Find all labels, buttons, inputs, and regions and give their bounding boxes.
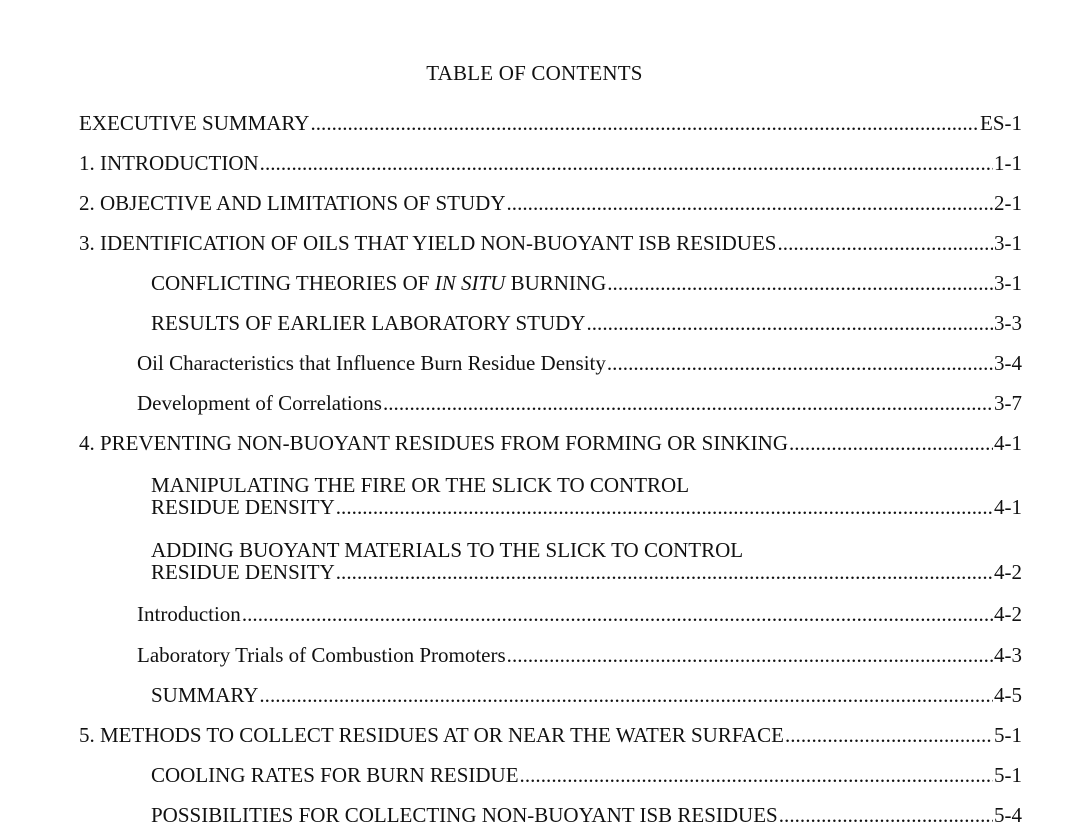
- label-italic: IN SITU: [434, 271, 506, 295]
- toc-entry-label: Laboratory Trials of Combustion Promoters: [137, 643, 506, 667]
- toc-entry-label-line1: ADDING BUOYANT MATERIALS TO THE SLICK TO CONTROL: [151, 538, 744, 562]
- dot-leader: [242, 601, 993, 627]
- label-part: CONFLICTING THEORIES OF: [151, 271, 435, 295]
- toc-page-number: 4-1: [994, 495, 1022, 519]
- toc-page-number: ES-1: [980, 111, 1022, 135]
- toc-entry-label: POSSIBILITIES FOR COLLECTING NON-BUOYANT ISB RESIDUES: [151, 803, 778, 827]
- dot-leader: [260, 150, 993, 176]
- dot-leader: [259, 682, 993, 708]
- dot-leader: [789, 430, 993, 456]
- dot-leader: [507, 642, 993, 668]
- dot-leader: [777, 230, 993, 256]
- toc-entry-label-line2: RESIDUE DENSITY: [151, 560, 335, 584]
- toc-entry-cooling-rates[interactable]: [151, 762, 1022, 788]
- toc-entry-label: COOLING RATES FOR BURN RESIDUE: [151, 763, 519, 787]
- toc-entry-development-correlations[interactable]: [137, 390, 1022, 416]
- toc-entry-label: 3. IDENTIFICATION OF OILS THAT YIELD NON-BUOYANT ISB RESIDUES: [79, 231, 777, 255]
- toc-entry-laboratory-trials[interactable]: [137, 642, 1022, 668]
- toc-entry-preventing[interactable]: [79, 430, 1022, 456]
- toc-page-number: 3-7: [994, 391, 1022, 415]
- toc-entry-adding-buoyant[interactable]: [151, 537, 1022, 585]
- toc-entry-objective[interactable]: [79, 190, 1022, 216]
- toc-entry-oil-characteristics[interactable]: [137, 350, 1022, 376]
- toc-page-number: 4-5: [994, 683, 1022, 707]
- toc-entry-label: Development of Correlations: [137, 391, 382, 415]
- toc-page-number: 2-1: [994, 191, 1022, 215]
- toc-page-number: 5-4: [994, 803, 1022, 827]
- toc-page-number: 4-2: [994, 602, 1022, 626]
- toc-page-number: 5-1: [994, 723, 1022, 747]
- toc-page-number: 4-2: [994, 560, 1022, 584]
- toc-page-number: 5-1: [994, 763, 1022, 787]
- dot-leader: [336, 494, 993, 520]
- toc-title: TABLE OF CONTENTS: [426, 61, 643, 85]
- dot-leader: [607, 270, 993, 296]
- toc-page-number: 4-1: [994, 431, 1022, 455]
- toc-entry-label: SUMMARY: [151, 683, 259, 707]
- dot-leader: [383, 390, 993, 416]
- toc-page-number: 3-1: [994, 231, 1022, 255]
- toc-entry-possibilities-collecting[interactable]: [151, 802, 1022, 828]
- toc-entry-label: RESULTS OF EARLIER LABORATORY STUDY: [151, 311, 586, 335]
- toc-entry-label-line2: RESIDUE DENSITY: [151, 495, 335, 519]
- toc-entry-label: 4. PREVENTING NON-BUOYANT RESIDUES FROM FORMING OR SINKING: [79, 431, 788, 455]
- toc-entry-label: [151, 270, 606, 296]
- dot-leader: [779, 802, 993, 828]
- toc-entry-manipulating-fire[interactable]: [151, 472, 1022, 520]
- dot-leader: [586, 310, 993, 336]
- toc-entry-introduction-sub[interactable]: [137, 601, 1022, 627]
- dot-leader: [336, 559, 993, 585]
- toc-page-number: 3-4: [994, 351, 1022, 375]
- toc-entry-label: 5. METHODS TO COLLECT RESIDUES AT OR NEAR THE WATER SURFACE: [79, 723, 784, 747]
- toc-page-number: 3-1: [994, 271, 1022, 295]
- dot-leader: [506, 190, 993, 216]
- toc-entry-label: Introduction: [137, 602, 241, 626]
- toc-entry-conflicting-theories[interactable]: [151, 270, 1022, 296]
- toc-entry-label-line1: MANIPULATING THE FIRE OR THE SLICK TO CONTROL: [151, 473, 690, 497]
- toc-entry-results-earlier-study[interactable]: [151, 310, 1022, 336]
- label-part: BURNING: [505, 271, 607, 295]
- toc-entry-identification[interactable]: [79, 230, 1022, 256]
- toc-page-number: 1-1: [994, 151, 1022, 175]
- toc-entry-label: 1. INTRODUCTION: [79, 151, 259, 175]
- dot-leader: [785, 722, 993, 748]
- dot-leader: [310, 110, 979, 136]
- toc-entry-label: 2. OBJECTIVE AND LIMITATIONS OF STUDY: [79, 191, 506, 215]
- toc-entry-summary[interactable]: [151, 682, 1022, 708]
- toc-entry-label: Oil Characteristics that Influence Burn Residue Density: [137, 351, 606, 375]
- toc-page-number: 3-3: [994, 311, 1022, 335]
- dot-leader: [520, 762, 993, 788]
- toc-entry-executive-summary[interactable]: [79, 110, 1022, 136]
- toc-entry-label: EXECUTIVE SUMMARY: [79, 111, 310, 135]
- toc-entry-introduction[interactable]: [79, 150, 1022, 176]
- toc-entry-methods-collect[interactable]: [79, 722, 1022, 748]
- dot-leader: [607, 350, 993, 376]
- toc-page-number: 4-3: [994, 643, 1022, 667]
